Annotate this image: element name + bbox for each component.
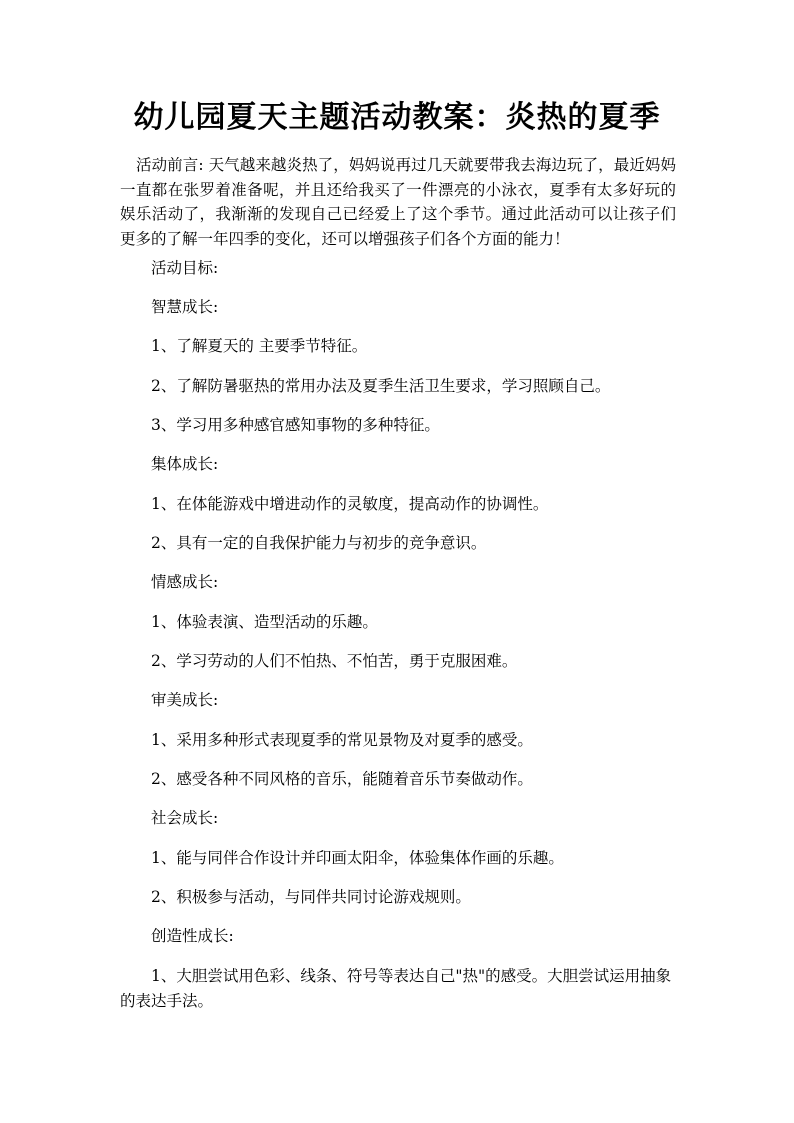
- section-heading-wisdom: 智慧成长:: [151, 298, 219, 316]
- list-item: 3、学习用多种感官感知事物的多种特征。: [151, 416, 440, 434]
- section-heading-emotion: 情感成长:: [151, 573, 219, 591]
- section-heading-group: 集体成长:: [151, 455, 219, 473]
- list-item: 1、能与同伴合作设计并印画太阳伞，体验集体作画的乐趣。: [151, 849, 564, 867]
- document-title: 幼儿园夏天主题活动教案：炎热的夏季: [133, 100, 661, 135]
- list-item: 2、具有一定的自我保护能力与初步的竞争意识。: [151, 534, 487, 552]
- list-item: 2、学习劳动的人们不怕热、不怕苦，勇于克服困难。: [151, 652, 518, 670]
- section-heading-creativity: 创造性成长:: [151, 927, 234, 945]
- list-item: 1、了解夏天的 主要季节特征。: [151, 337, 368, 355]
- list-item: 1、体验表演、造型活动的乐趣。: [151, 613, 378, 631]
- list-item: 1、在体能游戏中增进动作的灵敏度，提高动作的协调性。: [151, 495, 549, 513]
- section-heading-social: 社会成长:: [151, 809, 219, 827]
- intro-paragraph: 活动前言: 天气越来越炎热了，妈妈说再过几天就要带我去海边玩了，最近妈妈一直都在张罗着准备呢，并且还给我买了一件漂亮的小泳衣，夏季有太多好玩的娱乐活动了，我渐渐的发现自己已经爱上了这个季节。通过此活动可以让孩子们更多的了解一年四季的变化，还可以增强孩子们各个方面的能力！: [120, 156, 676, 248]
- list-item: 1、大胆尝试用色彩、线条、符号等表达自己"热"的感受。大胆尝试运用抽象的表达手法。: [120, 967, 672, 1010]
- list-item: 1、采用多种形式表现夏季的常见景物及对夏季的感受。: [151, 731, 533, 749]
- list-item: 2、感受各种不同风格的音乐，能随着音乐节奏做动作。: [151, 770, 533, 788]
- section-heading-goals: 活动目标:: [151, 259, 219, 277]
- list-item: 2、积极参与活动，与同伴共同讨论游戏规则。: [151, 888, 471, 906]
- section-heading-aesthetic: 审美成长:: [151, 691, 219, 709]
- list-item: 2、了解防暑驱热的常用办法及夏季生活卫生要求，学习照顾自己。: [151, 377, 611, 395]
